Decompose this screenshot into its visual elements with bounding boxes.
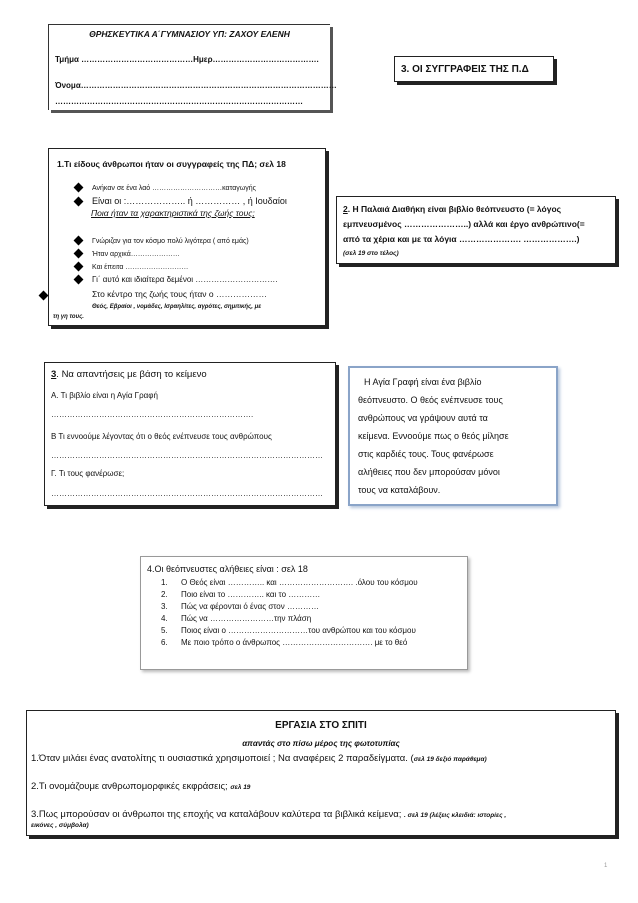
homework-question-1 [31, 753, 487, 766]
item-number: 6. [161, 638, 168, 647]
quote-box [348, 366, 558, 506]
item-text: Και έπειτα ……………………… [92, 264, 189, 271]
homework-subtitle: απαντάς στο πίσω μέρος της φωτοτυπίας [242, 739, 400, 748]
question-3-title-text: . Να απαντήσεις με βάση το κείμενο [56, 369, 207, 380]
chapter-title: 3. ΟΙ ΣΥΓΓΡΑΦΕΙΣ ΤΗΣ Π.Δ [401, 64, 529, 75]
diamond-bullet-icon [74, 197, 84, 207]
question-3-b: Β Τι εννοούμε λέγοντας ότι ο θεός ενέπνευσε τους ανθρώπους [51, 432, 272, 441]
header-box [48, 24, 337, 110]
homework-question-1-text: 1.Όταν μιλάει ένας ανατολίτης τι ουσιαστικά χρησιμοποιεί ; Να αναφέρεις 2 παραδείγματα. ( [31, 753, 414, 764]
question-2-number: 2 [343, 204, 348, 214]
item-text: Ο Θεός είναι ………….. και ………………………. .όλου του κόσμου [181, 578, 418, 587]
question-4-box [140, 556, 468, 670]
question-1-item-2 [75, 195, 287, 208]
homework-question-3-note: . σελ 19 (λέξεις κλειδιά: ιστορίες , [404, 812, 507, 819]
question-2-note: (σελ 19 στο τέλος) [343, 250, 399, 257]
question-2-line-2: εμπνευσμένος …………………..) αλλά και έργο ανθρώπινο(= [343, 219, 585, 229]
question-4-item-6 [161, 637, 418, 649]
homework-question-2-note: σελ 19 [230, 784, 251, 791]
question-2-box [336, 196, 616, 264]
question-3-box [44, 362, 336, 506]
quote-line-4: κείμενα. Εννοούμε πως ο θεός μίλησε [358, 431, 509, 441]
question-1-title: 1.Τι είδους άνθρωποι ήταν οι συγγραφείς της ΠΔ; σελ 18 [57, 159, 286, 169]
question-1-subheading: Ποια ήταν τα χαρακτηριστικά της ζωής τους; [91, 208, 255, 218]
homework-question-3-note-cont: εικόνες , σύμβολα) [31, 822, 89, 829]
page-number: 1 [604, 863, 608, 869]
question-4-item-1 [161, 577, 418, 589]
chapter-title-box [394, 56, 554, 82]
item-text: Είναι οι :……………….. ή …………… , ή Ιουδαίοι [92, 196, 287, 206]
quote-line-5: στις καρδιές τους. Τους φανέρωσε [358, 449, 494, 459]
header-title: ΘΡΗΣΚΕΥΤΙΚΑ Α΄ΓΥΜΝΑΣΙΟΥ ΥΠ: ΖΑΧΟΥ ΕΛΕΝΗ [89, 29, 290, 39]
item-text: Πώς να ……………………την πλάση [181, 614, 312, 623]
question-4-item-2 [161, 589, 418, 601]
item-text: Ποιος είναι ο …………………………του ανθρώπου και του κόσμου [181, 626, 416, 635]
diamond-bullet-icon [39, 291, 49, 301]
question-3-a-line: …………………………………………………………………. [51, 410, 254, 419]
question-1-box [48, 148, 326, 326]
question-1-hint-line-1: Θεός, Εβραίοι , νομάδες, Ισραηλίτες, αγρότες, σημιτικής, με [92, 304, 262, 310]
item-number: 1. [161, 578, 168, 587]
diamond-bullet-icon [74, 275, 84, 285]
question-3-c: Γ. Τι τους φανέρωσε; [51, 469, 125, 478]
question-2-line-1-text: . Η Παλαιά Διαθήκη είναι βιβλίο θεόπνευστο (= λόγος [347, 204, 562, 214]
item-text: Γνώριζαν για τον κόσμο πολύ λιγότερα ( από εμάς) [92, 238, 249, 245]
quote-line-1: Η Αγία Γραφή είναι ένα βιβλίο [364, 377, 482, 387]
item-text: Ανήκαν σε ένα λαό …………………………καταγωγής [92, 185, 257, 192]
question-3-b-line: ………………………………………………………………………………………… [51, 451, 323, 460]
question-2-line-1 [343, 204, 561, 215]
question-2-line-3: από τα χέρια και με τα λόγια …………………. ……………….) [343, 234, 580, 244]
diamond-bullet-icon [74, 183, 84, 193]
question-4-item-4 [161, 613, 418, 625]
question-4-item-5 [161, 625, 418, 637]
question-3-number: 3 [51, 369, 57, 380]
diamond-bullet-icon [74, 236, 84, 246]
item-number: 5. [161, 626, 168, 635]
class-date-line: Τμήμα ……………………………………Ημερ…………………………………. [55, 55, 319, 64]
question-1-item-4 [75, 249, 180, 260]
item-text: Με ποιο τρόπο ο άνθρωπος ……………………………. με το θεό [181, 638, 408, 647]
item-number: 2. [161, 590, 168, 599]
question-1-item-3 [75, 236, 249, 247]
quote-line-3: ανθρώπους να γράψουν αυτά τα [358, 413, 488, 423]
item-text: Ποιο είναι το ………….. και το ………… [181, 590, 321, 599]
question-1-hint-line-2: τη γη τους. [53, 314, 84, 320]
question-1-item-5 [75, 262, 188, 273]
question-1-extra-line: Στο κέντρο της ζωής τους ήταν ο ……………… [92, 289, 267, 299]
homework-question-1-note: σελ 19 δεξιό παράθεμα) [413, 756, 487, 763]
homework-box [26, 710, 616, 836]
question-1-item-1 [75, 183, 256, 194]
name-line: Όνομα…………………………………………………………………………………… [55, 81, 337, 90]
item-text: Γι΄ αυτό και ιδιαίτερα δεμένοι …………………………. [92, 275, 278, 284]
question-4-item-3 [161, 601, 418, 613]
homework-question-2 [31, 781, 250, 794]
homework-question-2-text: 2.Τι ονομάζουμε ανθρωπομορφικές εκφράσεις; [31, 781, 231, 792]
question-4-list [161, 577, 418, 649]
homework-question-3-text: 3.Πως μπορούσαν οι άνθρωποι της εποχής να καταλάβουν καλύτερα τα βιβλικά κείμενα; [31, 809, 405, 820]
quote-line-2: θεόπνευστο. Ο θεός ενέπνευσε τους [358, 395, 503, 405]
question-3-a: Α. Τι βιβλίο είναι η Αγία Γραφή [51, 391, 158, 400]
quote-line-6: αλήθειες που δεν μπορούσαν μόνοι [358, 467, 500, 477]
question-3-title [51, 369, 207, 382]
question-3-c-line: ………………………………………………………………………………………… [51, 489, 323, 498]
question-4-title: 4.Οι θεόπνευστες αλήθειες είναι : σελ 18 [147, 564, 308, 574]
item-number: 4. [161, 614, 168, 623]
quote-line-7: τους να καταλάβουν. [358, 485, 441, 495]
item-text: Ήταν αρχικά………………… [92, 251, 180, 258]
diamond-bullet-icon [74, 262, 84, 272]
diamond-bullet-icon [74, 249, 84, 259]
homework-title: ΕΡΓΑΣΙΑ ΣΤΟ ΣΠΙΤΙ [275, 720, 367, 731]
item-text: Πώς να φέρονται ό ένας στον ………… [181, 602, 319, 611]
name-line-cont: ………………………………………………………………………………… [55, 97, 303, 106]
homework-question-3 [31, 809, 506, 822]
item-number: 3. [161, 602, 168, 611]
question-1-item-6 [75, 275, 278, 286]
